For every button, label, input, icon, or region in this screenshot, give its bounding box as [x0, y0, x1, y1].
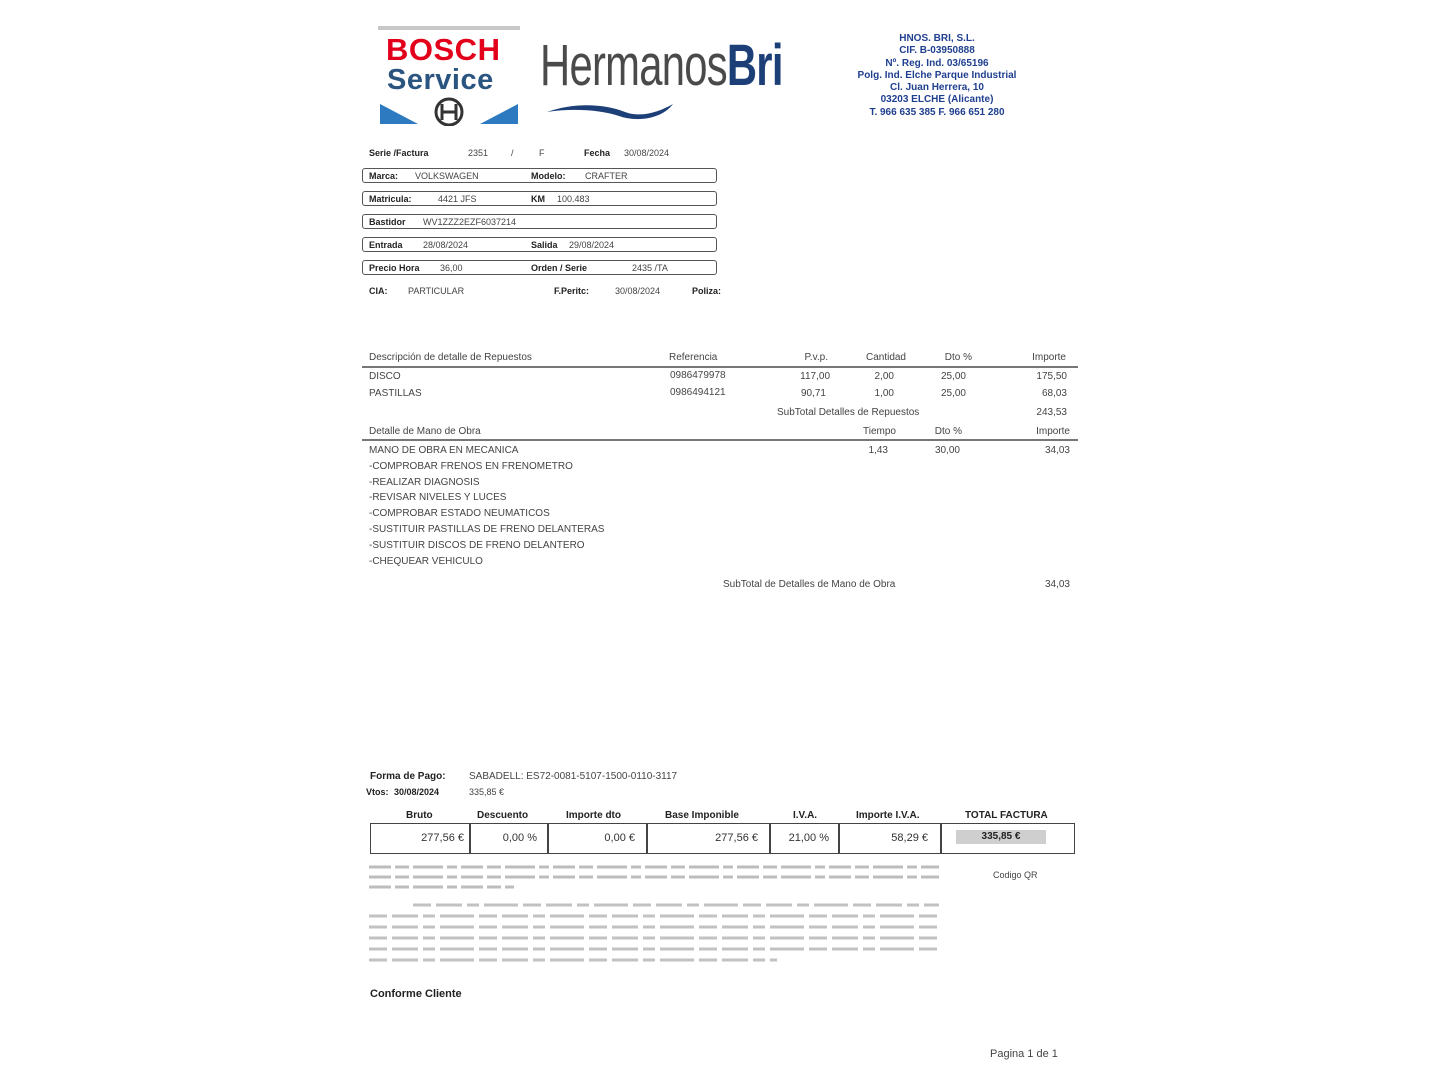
totals-iva: 21,00 % [788, 832, 829, 844]
rep-header-ref: Referencia [669, 352, 718, 363]
mo-subtotal-label: SubTotal de Detalles de Mano de Obra [723, 579, 896, 590]
rep-row-dto: 25,00 [940, 388, 966, 399]
totals-divider [838, 823, 840, 854]
privacy-fine-print-lines [369, 900, 939, 966]
wave-swoosh-icon [545, 100, 675, 122]
conforme-cliente-label: Conforme Cliente [370, 988, 462, 1000]
page-number: Pagina 1 de 1 [990, 1048, 1058, 1060]
rep-header-dto: Dto % [944, 352, 972, 363]
mo-line: -REVISAR NIVELES Y LUCES [369, 492, 507, 503]
company-line: HNOS. BRI, S.L. [899, 33, 975, 44]
mo-line: -SUSTITUIR DISCOS DE FRENO DELANTERO [369, 540, 585, 551]
totals-divider [646, 823, 648, 854]
service-wordmark: Service [387, 64, 494, 96]
legal-fine-print-lines [369, 864, 939, 894]
forma-pago-label: Forma de Pago: [370, 771, 446, 782]
km-label: KM [531, 194, 545, 204]
mo-main-importe: 34,03 [1044, 445, 1070, 456]
totals-header-base: Base Imponible [665, 810, 739, 821]
rep-row-cant: 1,00 [874, 388, 894, 399]
mo-header-dto: Dto % [934, 426, 962, 437]
matricula-label: Matricula: [369, 194, 412, 204]
fecha-label: Fecha [584, 148, 611, 158]
mo-main-dto: 30,00 [934, 445, 960, 456]
poliza-label: Poliza: [692, 286, 722, 296]
company-line: Cl. Juan Herrera, 10 [890, 82, 984, 94]
mo-subtotal-value: 34,03 [1044, 579, 1070, 590]
factura-value: F [539, 148, 545, 158]
totals-bruto: 277,56 € [421, 832, 464, 844]
rep-row-dto: 25,00 [940, 371, 966, 382]
salida-value: 29/08/2024 [569, 240, 615, 250]
totals-divider [547, 823, 549, 854]
rep-row-ref: 0986494121 [670, 387, 726, 398]
bosch-wordmark: BOSCH [386, 32, 501, 67]
totals-descuento: 0,00 % [502, 832, 537, 844]
rep-subtotal-label: SubTotal Detalles de Repuestos [777, 407, 920, 418]
rep-row-pvp: 117,00 [800, 371, 830, 382]
serie-separator: / [511, 148, 514, 158]
totals-importe-iva: 58,29 € [891, 832, 928, 844]
modelo-label: Modelo: [531, 171, 566, 181]
orden-value: 2435 /TA [632, 263, 668, 273]
cia-label: CIA: [369, 286, 388, 296]
rep-header-desc: Descripción de detalle de Repuestos [369, 352, 532, 363]
vtos-date: 30/08/2024 [394, 787, 440, 797]
vtos-label: Vtos: [366, 787, 389, 797]
totals-base: 277,56 € [715, 832, 758, 844]
company-line: Nº. Reg. Ind. 03/65196 [885, 57, 989, 69]
totals-header-importe-iva: Importe I.V.A. [856, 810, 920, 821]
company-line: Polg. Ind. Elche Parque Industrial [857, 69, 1017, 81]
matricula-value: 4421 JFS [438, 194, 477, 204]
totals-header-bruto: Bruto [406, 810, 433, 821]
rep-row-cant: 2,00 [874, 371, 894, 382]
mo-header-tiempo: Tiempo [863, 426, 896, 437]
serie-value: 2351 [468, 148, 489, 158]
rep-header-pvp: P.v.p. [804, 352, 828, 363]
bastidor-label: Bastidor [369, 217, 406, 227]
rep-row-ref: 0986479978 [670, 370, 726, 381]
fecha-value: 30/08/2024 [624, 148, 670, 158]
rep-header-importe: Importe [1032, 352, 1066, 363]
modelo-value: CRAFTER [585, 171, 628, 181]
mo-header-desc: Detalle de Mano de Obra [369, 426, 481, 437]
precio-hora-value: 36,00 [440, 263, 463, 273]
totals-header-total: TOTAL FACTURA [965, 810, 1048, 821]
totals-divider [469, 823, 471, 854]
mo-line: -COMPROBAR ESTADO NEUMATICOS [369, 508, 550, 519]
entrada-value: 28/08/2024 [423, 240, 469, 250]
marca-label: Marca: [369, 171, 399, 181]
company-line: 03203 ELCHE (Alicante) [880, 94, 994, 106]
orden-label: Orden / Serie [531, 263, 588, 273]
forma-pago-value: SABADELL: ES72-0081-5107-1500-0110-3117 [469, 771, 678, 782]
mo-line: -CHEQUEAR VEHICULO [369, 556, 483, 567]
company-line: T. 966 635 385 F. 966 651 280 [869, 106, 1005, 118]
rep-row-desc: PASTILLAS [369, 388, 422, 399]
mo-main-desc: MANO DE OBRA EN MECANICA [369, 445, 519, 456]
totals-divider [769, 823, 771, 854]
mo-line: -SUSTITUIR PASTILLAS DE FRENO DELANTERAS [369, 524, 605, 535]
rep-header-cant: Cantidad [865, 352, 906, 363]
totals-header-descuento: Descuento [477, 810, 529, 821]
bri-wordmark: Bri [726, 33, 783, 98]
hermanos-wordmark: Hermanos [540, 33, 727, 98]
mo-main-tiempo: 1,43 [868, 445, 888, 456]
totals-header-importe-dto: Importe dto [566, 810, 621, 821]
bastidor-value: WV1ZZZ2EZF6037214 [423, 217, 517, 227]
rep-header-rule [362, 366, 1078, 368]
privacy-notice-block [369, 900, 939, 971]
bosch-logo-waves-icon [378, 94, 520, 126]
totals-header-iva: I.V.A. [793, 810, 818, 821]
serie-label: Serie /Factura [369, 148, 429, 158]
precio-hora-label: Precio Hora [369, 263, 420, 273]
fperitc-value: 30/08/2024 [615, 286, 661, 296]
mo-line: -REALIZAR DIAGNOSIS [369, 477, 480, 488]
rep-subtotal-value: 243,53 [1036, 407, 1067, 418]
rep-row-desc: DISCO [369, 371, 401, 382]
company-line: CIF. B-03950888 [899, 45, 975, 57]
km-value: 100.483 [557, 194, 590, 204]
rep-row-importe: 68,03 [1041, 388, 1067, 399]
mo-header-importe: Importe [1036, 426, 1070, 437]
fperitc-label: F.Peritc: [554, 286, 590, 296]
mo-header-rule [362, 439, 1078, 441]
totals-importe-dto: 0,00 € [604, 832, 635, 844]
bastidor-box [362, 214, 717, 229]
company-info [832, 33, 1042, 119]
totals-total-factura: 335,85 € [956, 830, 1046, 844]
hermanos-bri-logo [540, 32, 783, 99]
cia-value: PARTICULAR [408, 286, 465, 296]
marca-value: VOLKSWAGEN [415, 171, 479, 181]
vtos-amount: 335,85 € [469, 787, 505, 797]
salida-label: Salida [531, 240, 558, 250]
mo-line: -COMPROBAR FRENOS EN FRENOMETRO [369, 461, 573, 472]
totals-divider [940, 823, 942, 854]
rep-row-importe: 175,50 [1036, 371, 1067, 382]
codigo-qr-label: Codigo QR [993, 870, 1038, 880]
entrada-label: Entrada [369, 240, 403, 250]
legal-notice-block [369, 864, 939, 899]
rep-row-pvp: 90,71 [800, 388, 826, 399]
